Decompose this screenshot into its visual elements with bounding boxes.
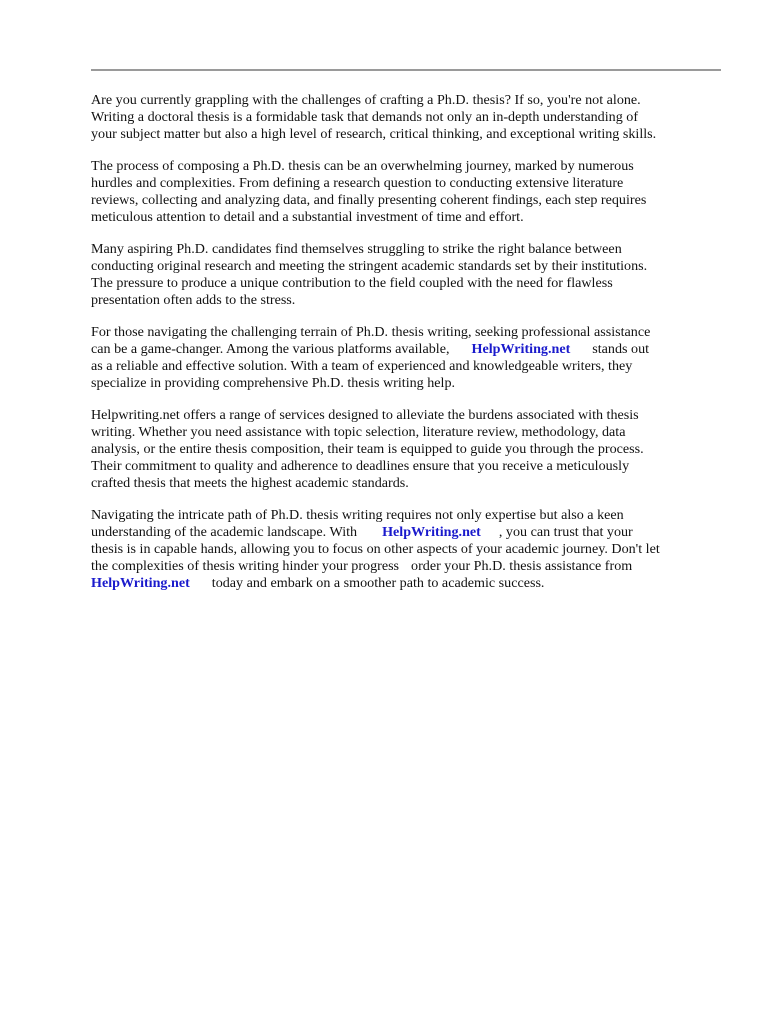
- text-line: The pressure to produce a unique contribution to the field coupled with the need for flawless: [91, 275, 613, 291]
- text-line: specialize in providing comprehensive Ph.D. thesis writing help.: [91, 375, 456, 391]
- helpwriting-link[interactable]: HelpWriting.net: [91, 575, 190, 591]
- text-line: Helpwriting.net offers a range of services designed to alleviate the burdens associated with thesis: [91, 407, 639, 423]
- text-line: For those navigating the challenging terrain of Ph.D. thesis writing, seeking professional assistance: [91, 324, 651, 340]
- helpwriting-link[interactable]: HelpWriting.net: [382, 524, 481, 540]
- paragraph-assistance: [91, 324, 731, 392]
- text-line: conducting original research and meeting the stringent academic standards set by their institutions.: [91, 258, 648, 274]
- text-line: [91, 575, 731, 592]
- paragraph-candidates: [91, 241, 731, 309]
- text-line: reviews, collecting and analyzing data, and finally presenting coherent findings, each step requires: [91, 192, 647, 208]
- text-segment: today and embark on a smoother path to academic success.: [211, 575, 545, 591]
- text-line: [91, 558, 731, 575]
- text-line: hurdles and complexities. From defining a research question to conducting extensive literature: [91, 175, 624, 191]
- paragraph-services: [91, 407, 731, 492]
- paragraph-process: [91, 158, 731, 226]
- helpwriting-link[interactable]: HelpWriting.net: [471, 341, 571, 357]
- text-line: thesis is in capable hands, allowing you to focus on other aspects of your academic journey. Don't let: [91, 541, 660, 557]
- text-line: Many aspiring Ph.D. candidates find themselves struggling to strike the right balance between: [91, 241, 622, 257]
- text-line: meticulous attention to detail and a substantial investment of time and effort.: [91, 209, 524, 225]
- text-segment: order your Ph.D. thesis assistance from: [411, 558, 633, 574]
- text-segment: can be a game-changer. Among the various platforms available,: [91, 341, 450, 357]
- paragraph-conclusion: [91, 507, 731, 592]
- text-line: presentation often adds to the stress.: [91, 292, 296, 308]
- text-line: The process of composing a Ph.D. thesis can be an overwhelming journey, marked by numerous: [91, 158, 634, 174]
- text-segment: , you can trust that your: [498, 524, 633, 540]
- text-line: your subject matter but also a high level of research, critical thinking, and exceptional writing skills.: [91, 126, 657, 142]
- text-line: [91, 524, 731, 541]
- text-line: Navigating the intricate path of Ph.D. thesis writing requires not only expertise but also a keen: [91, 507, 624, 523]
- text-line: writing. Whether you need assistance with topic selection, literature review, methodology, data: [91, 424, 626, 440]
- text-segment: understanding of the academic landscape. With: [91, 524, 358, 540]
- document-body: [91, 92, 731, 607]
- text-line: as a reliable and effective solution. With a team of experienced and knowledgeable writers, they: [91, 358, 633, 374]
- text-line: crafted thesis that meets the highest academic standards.: [91, 475, 409, 491]
- paragraph-intro: [91, 92, 731, 143]
- text-line: Are you currently grappling with the challenges of crafting a Ph.D. thesis? If so, you're not alone.: [91, 92, 641, 108]
- text-segment: stands out: [592, 341, 650, 357]
- text-line: Writing a doctoral thesis is a formidable task that demands not only an in-depth understanding of: [91, 109, 639, 125]
- text-segment: the complexities of thesis writing hinder your progress: [91, 558, 400, 574]
- text-line: Their commitment to quality and adherence to deadlines ensure that you receive a meticulously: [91, 458, 630, 474]
- text-line: analysis, or the entire thesis composition, their team is equipped to guide you through the process.: [91, 441, 644, 457]
- text-line: [91, 341, 731, 358]
- header-divider: [91, 69, 721, 71]
